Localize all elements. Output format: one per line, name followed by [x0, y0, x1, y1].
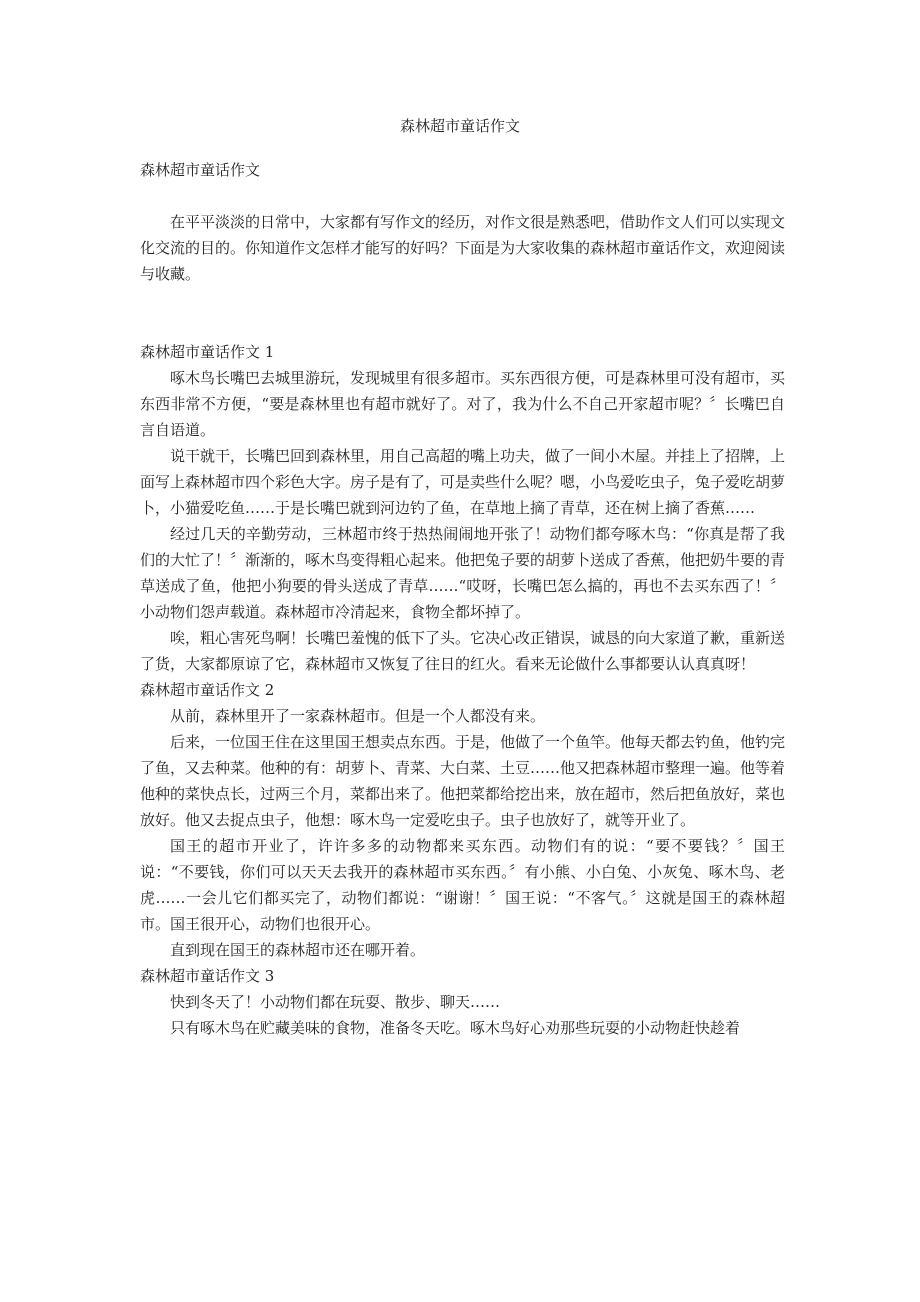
- paragraph: 从前，森林里开了一家森林超市。但是一个人都没有来。: [170, 707, 546, 725]
- paragraph: 说干就干，长嘴巴回到森林里，用自己高超的嘴上功夫，做了一间小木屋。并挂上了招牌，上面写上森林超市四个彩色大字。房子是有了，可是卖些什么呢？嗯，小鸟爱吃虫子，兔子爱吃胡萝卜，小猫爱吃鱼……于是长嘴巴就到河边钓了鱼，在草地上摘了青草，还在树上摘了香蕉……: [140, 447, 786, 517]
- section-1: [140, 339, 785, 677]
- document-subtitle: 森林超市童话作文: [140, 161, 261, 179]
- section-2: [140, 677, 785, 963]
- paragraph: 直到现在国王的森林超市还在哪开着。: [170, 941, 426, 959]
- paragraph: 经过几天的辛勤劳动，三林超市终于热热闹闹地开张了！动物们都夸啄木鸟：“你真是帮了我们的大忙了！〞渐渐的，啄木鸟变得粗心起来。他把兔子要的胡萝卜送成了香蕉，他把奶牛要的青草送成了鱼，他把小狗要的骨头送成了青草……“哎呀，长嘴巴怎么搞的，再也不去买东西了！〞小动物们怨声载道。森林超市冷清起来，食物全都坏掉了。: [140, 525, 786, 621]
- document-title: 森林超市童话作文: [399, 117, 520, 135]
- spacer: [140, 287, 785, 339]
- paragraph: 后来，一位国王住在这里国王想卖点东西。于是，他做了一个鱼竿。他每天都去钓鱼，他钓完了鱼，又去种菜。他种的有：胡萝卜、青菜、大白菜、土豆……他又把森林超市整理一遍。他等着他种的菜快点长，过两三个月，菜都出来了。他把菜都给挖出来，放在超市，然后把鱼放好，菜也放好。他又去捉点虫子，他想：啄木鸟一定爱吃虫子。虫子也放好了，就等开业了。: [140, 733, 786, 829]
- spacer: [140, 183, 785, 209]
- section-heading: 森林超市童话作文 2: [140, 681, 275, 699]
- intro-paragraph: 在平平淡淡的日常中，大家都有写作文的经历，对作文很是熟悉吧，借助作文人们可以实现文化交流的目的。你知道作文怎样才能写的好吗？下面是为大家收集的森林超市童话作文，欢迎阅读与收藏。: [140, 213, 786, 283]
- paragraph: 快到冬天了！小动物们都在玩耍、散步、聊天……: [170, 993, 501, 1011]
- paragraph: 唉，粗心害死鸟啊！长嘴巴羞愧的低下了头。它决心改正错误，诚恳的向大家道了歉，重新送了货，大家都原谅了它，森林超市又恢复了往日的红火。看来无论做什么事都要认认真真呀！: [140, 629, 786, 673]
- paragraph: 啄木鸟长嘴巴去城里游玩，发现城里有很多超市。买东西很方便，可是森林里可没有超市，买东西非常不方便，“要是森林里也有超市就好了。对了，我为什么不自己开家超市呢？〞长嘴巴自言自语道。: [140, 369, 786, 439]
- section-3: [140, 963, 785, 1041]
- section-heading: 森林超市童话作文 3: [140, 967, 275, 985]
- document-body: [140, 157, 785, 1041]
- paragraph: 只有啄木鸟在贮藏美味的食物，准备冬天吃。啄木鸟好心劝那些玩耍的小动物赶快趁着: [170, 1019, 741, 1037]
- section-heading: 森林超市童话作文 1: [140, 343, 275, 361]
- paragraph: 国王的超市开业了，许许多多的动物都来买东西。动物们有的说：“要不要钱？〞国王说：“不要钱，你们可以天天去我开的森林超市买东西。〞有小熊、小白兔、小灰兔、啄木鸟、老虎……一会儿它们都买完了，动物们都说：“谢谢！〞国王说：“不客气。〞这就是国王的森林超市。国王很开心，动物们也很开心。: [140, 837, 785, 933]
